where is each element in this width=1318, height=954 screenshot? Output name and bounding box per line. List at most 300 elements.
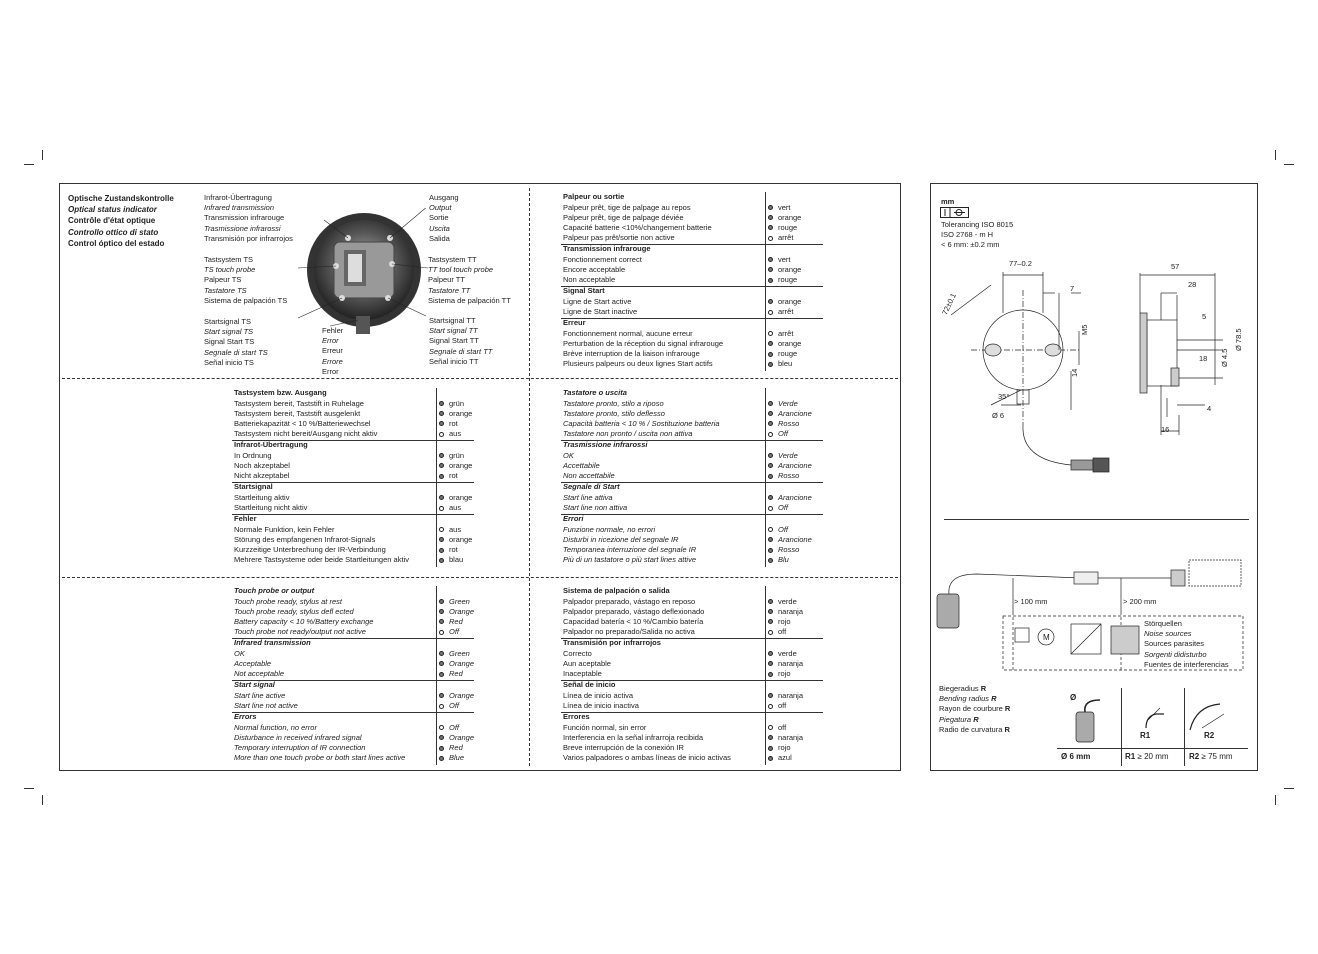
led-state [439,753,464,763]
table-rule [765,680,766,712]
led-dot-icon [439,661,444,666]
led-state [768,233,793,243]
status-section [563,192,802,243]
callout-label: Infrarot-Übertragung [204,193,272,202]
table-rule [436,680,437,712]
callout-label: Tastsystem TS [204,255,254,264]
bend-label-text: Rayon de courbure [939,704,1005,714]
status-row [563,722,787,733]
led-state-label: orange [449,408,473,418]
callout-label: Segnale di start TT [429,346,493,356]
led-state-label: rojo [778,669,791,679]
callout-label: Tastatore TT [428,285,471,295]
led-dot-icon [439,506,444,511]
led-dot-icon [439,725,444,730]
crop-mark [24,788,34,789]
led-state [439,733,474,743]
status-description: OK [234,648,245,658]
led-dot-icon [768,411,773,416]
led-state [768,471,799,481]
led-dot-icon [768,651,773,656]
status-description: Palpeur pas prêt/sortie non active [563,233,675,243]
bend-label-text: Piegatura [939,714,974,724]
led-state [768,597,797,607]
callout-label: Startsignal TT [429,316,476,325]
led-dot-icon [768,725,773,730]
callout-label: TT tool touch probe [428,265,494,275]
dim-45: Ø 4.5 [1220,348,1229,367]
bend-label [939,704,1010,714]
status-description: Varios palpadores o ambas líneas de inicio activas [563,753,731,763]
status-section [563,680,804,711]
led-state [439,503,461,513]
led-state [768,669,791,679]
led-state-label: Rosso [778,545,800,555]
led-state-label: Off [449,627,460,637]
status-description: Temporary interruption of IR connection [234,743,366,753]
status-row [563,616,791,627]
status-row [234,722,460,733]
status-description: Correcto [563,648,592,658]
led-state [768,275,797,285]
table-rule [765,286,766,318]
led-state-label: Blu [778,555,789,565]
led-dot-icon [439,746,444,751]
led-state [439,419,458,429]
led-state [439,461,472,471]
callout-label: Transmission infrarouge [204,213,285,223]
led-state-label: aus [449,524,462,534]
led-state-label: Red [449,669,463,679]
status-row [234,534,473,545]
status-row [563,202,791,213]
status-row [563,275,798,285]
table-rule [436,440,437,482]
callout-label: Errore [322,356,343,366]
section-title: Palpeur ou sortie [563,192,625,201]
noise-label: Fuentes de interferencias [1144,659,1229,669]
led-dot-icon [768,527,773,532]
status-description: Palpeur prêt, tige de palpage déviée [563,212,684,222]
start-ts-label-group [204,317,268,368]
noise-label: Sources parasites [1144,639,1205,649]
status-section [234,440,473,481]
noise-label: Sorgenti didisturbo [1144,649,1207,659]
status-description: Startleitung nicht aktiv [234,503,308,512]
led-state-label: off [778,722,787,732]
status-description: Palpador preparado, vástago deflexionado [563,606,705,616]
bend-label [939,694,1010,704]
led-state [768,535,812,545]
status-description: Normal function, no error [234,722,317,732]
led-state-label: Arancione [778,492,812,502]
status-row [563,450,798,461]
led-state-label: Off [449,701,460,710]
led-dot-icon [768,432,773,437]
led-dot-icon [768,630,773,635]
led-state [768,607,803,617]
status-description: Temporanea interruzione del segnale IR [563,545,697,555]
dim-14: 14 [1070,368,1079,377]
status-section [563,244,802,285]
table-rule [436,482,437,514]
led-state-label: Rosso [778,418,800,428]
dim-28: 28 [1188,280,1197,289]
status-description: Aun aceptable [563,658,611,668]
led-dot-icon [768,331,773,336]
status-section [563,712,804,763]
led-state [768,753,792,763]
table-rule [765,388,766,440]
section-title: Trasmissione infrarossi [563,440,648,450]
led-state [768,617,791,627]
led-state-label: rouge [778,349,798,359]
led-dot-icon [768,401,773,406]
table-rule [765,586,766,638]
section-title: Erreur [563,318,586,328]
table-rule [436,388,437,440]
led-state-label: grün [449,450,465,460]
led-dot-icon [439,609,444,614]
status-row [563,732,804,743]
section-title: Touch probe or output [234,586,315,595]
led-state [768,329,793,339]
led-dot-icon [768,225,773,230]
section-title: Infrarot-Übertragung [234,440,308,450]
led-state [439,723,459,733]
status-description: Non accettabile [563,471,615,481]
callout-label: Segnale di start TS [204,347,268,357]
led-state-label: orange [778,338,802,348]
motor-icon: M [1043,633,1050,642]
status-description: Ligne de Start active [563,296,632,306]
status-row [234,669,463,679]
r1-symbol: R1 [1140,731,1151,740]
status-description: Start line non attiva [563,503,628,512]
led-state-label: Arancione [778,534,812,544]
title-line: Controllo ottico di stato [68,227,159,237]
status-description: Perturbation de la réception du signal infrarouge [563,338,724,348]
status-row [563,555,789,565]
led-state-label: bleu [778,359,793,369]
led-dot-icon [439,693,444,698]
row-divider [62,577,898,578]
led-state-label: Verde [778,398,798,408]
status-row [563,264,802,275]
status-description: Tastatore non pronto / uscita non attiva [563,429,693,439]
dim-35: 35° [998,392,1010,401]
status-description: Capacità batteria < 10 % / Sostituzione batteria [563,418,720,428]
status-row [234,418,458,429]
led-state-label: orange [778,264,802,274]
callout-label: Palpeur TS [204,275,242,285]
led-state [439,691,474,701]
led-state-label: blau [449,555,464,565]
dim-18: 18 [1199,354,1208,363]
tolerance-line: Tolerancing ISO 8015 [941,220,1014,229]
led-dot-icon [439,672,444,677]
led-dot-icon [439,474,444,479]
callout-label: Sistema de palpación TT [428,295,511,305]
led-dot-icon [439,537,444,542]
bend-r2-value: ≥ 75 mm [1201,752,1233,761]
led-state-label: rot [449,545,458,555]
status-description: Not acceptable [234,669,285,679]
led-dot-icon [768,362,773,367]
device-photo [292,208,442,338]
table-rule [765,318,766,370]
bend-divider [1057,748,1248,749]
led-state [768,503,788,513]
section-title: Signal Start [563,286,605,296]
led-state [768,649,797,659]
led-state-label: rot [449,418,458,428]
noise-source-labels [1144,619,1229,670]
callout-label: Sortie [429,213,449,223]
status-row [563,503,789,513]
led-dot-icon [768,537,773,542]
bend-r2-label: R2 [1189,752,1200,761]
section-title: Startsignal [234,482,273,492]
led-state [768,701,786,711]
led-state [439,659,474,669]
led-dot-icon [439,401,444,406]
dim-6: Ø 6 [992,411,1005,420]
status-description: Tastsystem bereit, Taststift ausgelenkt [234,408,361,418]
led-state [439,525,461,535]
dim-m5: M5 [1080,324,1089,335]
status-description: Touch probe ready, stylus defl ected [234,606,354,616]
status-description: Ligne de Start inactive [563,307,638,316]
led-state [768,461,812,471]
callout-label: Signal Start TS [204,337,255,347]
status-row [563,753,792,763]
table-rule [436,638,437,680]
row-divider [62,378,898,379]
status-row [234,503,462,513]
led-state [768,307,793,317]
status-row [563,349,798,359]
status-row [563,492,812,503]
led-dot-icon [439,453,444,458]
led-dot-icon [768,463,773,468]
led-state-label: aus [449,503,462,512]
led-dot-icon [768,756,773,761]
callout-label: Uscita [429,223,450,233]
status-description: Acceptable [234,658,272,668]
led-state-label: Blue [449,753,465,763]
led-state-label: Red [449,743,463,753]
led-state-label: Arancione [778,408,812,418]
led-state-label: Rosso [778,471,800,481]
status-row [563,296,802,307]
status-description: Accettabile [563,460,600,470]
status-row [234,648,470,659]
tolerance-line: < 6 mm: ±0.2 mm [941,240,1000,250]
led-state-label: Orange [449,690,475,700]
bend-label-text: Radio de curvatura [939,724,1005,734]
status-row [234,606,475,617]
led-dot-icon [768,672,773,677]
bend-label-text: Biegeradius [939,684,981,693]
bend-col-diameter: Ø 6 mm [1061,752,1091,761]
led-state [439,701,459,711]
status-row [234,627,460,637]
led-dot-icon [439,630,444,635]
status-description: Fonctionnement normal, aucune erreur [563,328,693,338]
status-section [563,318,802,369]
led-state-label: vert [778,202,791,212]
led-state [768,691,803,701]
led-state-label: Orange [449,732,475,742]
status-description: Battery capacity < 10 %/Battery exchange [234,616,374,626]
led-state-label: orange [778,212,802,222]
status-row [234,555,464,565]
table-rule [436,514,437,566]
status-row [563,658,804,669]
led-state-label: verde [778,648,797,658]
table-rule [765,440,766,482]
callout-label: Infrared transmission [204,203,275,213]
led-state-label: arrêt [778,307,794,316]
section-title: Errors [234,712,257,722]
title-line: Contrôle d'état optique [68,216,156,226]
bend-label-symbol: R [1004,724,1010,734]
led-state [439,429,461,439]
led-dot-icon [768,495,773,500]
led-state-label: arrêt [778,328,794,338]
led-state [768,733,803,743]
status-description: Start line attiva [563,492,613,502]
noise-label: Störquellen [1144,619,1182,628]
status-description: Línea de inicio activa [563,690,634,700]
led-dot-icon [768,421,773,426]
status-description: Breve interrupción de la conexión IR [563,743,684,753]
led-state-label: azul [778,753,792,763]
status-section [234,482,473,513]
led-state [768,419,799,429]
section-title: Fehler [234,514,257,524]
led-dot-icon [768,299,773,304]
status-row [234,732,475,743]
led-dot-icon [768,693,773,698]
bend-label-symbol: R [980,684,987,693]
status-row [234,596,470,607]
bend-label-text: Bending radius [939,694,992,704]
bend-r1-label: R1 [1125,752,1136,761]
status-description: Disturbance in received infrared signal [234,732,362,742]
status-row [234,690,475,701]
status-description: Capacidad batería < 10 %/Cambio batería [563,616,704,626]
led-dot-icon [439,704,444,709]
callout-label: Tastatore TS [204,285,247,295]
led-state-label: orange [778,296,802,306]
led-dot-icon [439,432,444,437]
status-description: Tastsystem nicht bereit/Ausgang nicht aktiv [234,429,378,439]
status-row [563,743,791,753]
tolerancing-notes [941,220,1013,251]
table-en [234,586,475,763]
status-description: Kurzzeitige Unterbrechung der IR-Verbindung [234,545,386,555]
led-dot-icon [439,558,444,563]
led-state-label: Verde [778,450,798,460]
led-state [768,659,803,669]
bend-label [939,725,1010,735]
ts-label-group [204,255,287,306]
status-row [563,307,794,317]
status-row [234,616,463,627]
status-description: Startleitung aktiv [234,492,290,502]
callout-label: Palpeur TT [428,275,465,285]
status-row [563,233,794,243]
table-rule [765,712,766,764]
status-row [563,222,798,233]
status-description: Capacité batterie <10%/changement batterie [563,222,712,232]
led-dot-icon [768,352,773,357]
led-dot-icon [768,236,773,241]
status-description: Palpador preparado, vástago en reposo [563,596,696,606]
led-dot-icon [768,704,773,709]
status-description: Plusieurs palpeurs ou deux lignes Start actifs [563,359,713,369]
status-description: Start line not active [234,701,298,710]
callout-label: Señal inicio TS [204,357,254,367]
section-title: Infrared transmission [234,638,311,648]
status-section [234,712,475,763]
bend-col-r2 [1189,752,1233,762]
led-state-label: Off [778,429,789,439]
led-dot-icon [768,257,773,262]
led-state-label: vert [778,254,791,264]
section-title: Transmisión por infrarrojos [563,638,661,648]
callout-label: Fehler [322,326,344,335]
status-description: Störung des empfangenen Infrarot-Signals [234,534,376,544]
led-state-label: rojo [778,743,791,753]
callout-label: Start signal TT [429,326,478,336]
led-state [768,399,798,409]
status-description: More than one touch probe or both start lines active [234,753,406,763]
led-state [768,451,798,461]
table-rule [765,244,766,286]
led-state [768,265,801,275]
section-title: Segnale di Start [563,482,620,492]
bend-r1-value: ≥ 20 mm [1137,752,1169,761]
callout-label: Output [429,203,452,213]
section-title: Errori [563,514,584,524]
led-state [768,297,801,307]
led-state-label: naranja [778,690,804,700]
status-description: In Ordnung [234,450,272,460]
bend-label [939,684,1010,694]
status-description: Palpeur prêt, tige de palpage au repos [563,202,691,212]
status-description: Funzione normale, no errori [563,524,656,534]
status-row [563,328,794,339]
section-divider [944,519,1249,520]
table-fr [563,192,802,369]
tolerance-line: ISO 2768 - m H [941,230,994,240]
led-dot-icon [768,506,773,511]
status-row [563,212,802,223]
led-state [768,213,801,223]
status-section [234,388,473,439]
callout-label: Transmisión por infrarrojos [204,233,293,243]
led-state-label: Off [778,524,789,534]
dim-785: Ø 78.5 [1234,328,1243,351]
callout-label: Error [322,366,339,376]
bending-radius-labels [939,684,1010,735]
led-dot-icon [768,474,773,479]
section-title: Transmission infrarouge [563,244,651,254]
led-state [439,649,470,659]
